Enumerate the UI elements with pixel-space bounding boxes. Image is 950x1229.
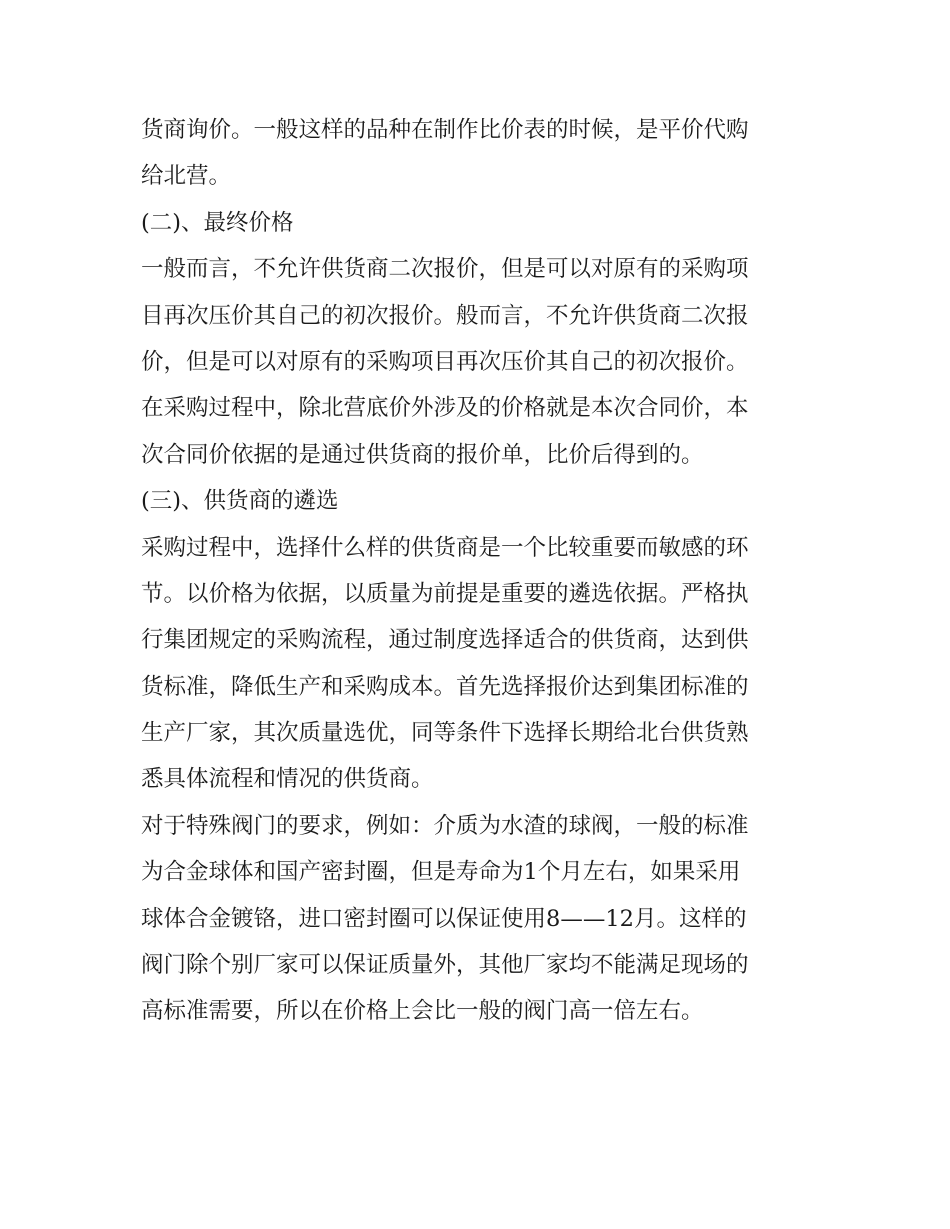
text-line: 阀门除个别厂家可以保证质量外，其他厂家均不能满足现场的 bbox=[141, 952, 749, 979]
document-body bbox=[141, 107, 816, 1035]
text-line: 球体合金镀铬，进口密封圈可以保证使用8——12月。这样的 bbox=[141, 905, 747, 932]
section-heading: (三)、供货商的遴选 bbox=[141, 488, 339, 515]
text-line: 行集团规定的采购流程，通过制度选择适合的供货商，达到供 bbox=[141, 627, 749, 654]
text-line: 节。以价格为依据，以质量为前提是重要的遴选依据。严格执 bbox=[141, 580, 749, 607]
text-line: 次合同价依据的是通过供货商的报价单，比价后得到的。 bbox=[141, 441, 704, 468]
section-heading: (二)、最终价格 bbox=[141, 209, 294, 236]
text-line: 悉具体流程和情况的供货商。 bbox=[141, 766, 434, 793]
text-line: 在采购过程中，除北营底价外涉及的价格就是本次合同价，本 bbox=[141, 395, 749, 422]
text-line: 货标准，降低生产和采购成本。首先选择报价达到集团标准的 bbox=[141, 673, 749, 700]
text-line: 采购过程中，选择什么样的供货商是一个比较重要而敏感的环 bbox=[141, 534, 749, 561]
text-line: 目再次压价其自己的初次报价。般而言，不允许供货商二次报 bbox=[141, 302, 749, 329]
text-line: 生产厂家，其次质量选优，同等条件下选择长期给北台供货熟 bbox=[141, 720, 749, 747]
text-line: 价，但是可以对原有的采购项目再次压价其自己的初次报价。 bbox=[141, 348, 749, 375]
text-line: 为合金球体和国产密封圈，但是寿命为1个月左右，如果采用 bbox=[141, 859, 741, 886]
text-line: 一般而言，不允许供货商二次报价，但是可以对原有的采购项 bbox=[141, 256, 749, 283]
text-line: 给北营。 bbox=[141, 163, 232, 190]
text-line: 对于特殊阀门的要求，例如：介质为水渣的球阀，一般的标准 bbox=[141, 812, 749, 839]
text-line: 货商询价。一般这样的品种在制作比价表的时候，是平价代购 bbox=[141, 117, 749, 143]
text-line: 高标准需要，所以在价格上会比一般的阀门高一倍左右。 bbox=[141, 998, 704, 1025]
